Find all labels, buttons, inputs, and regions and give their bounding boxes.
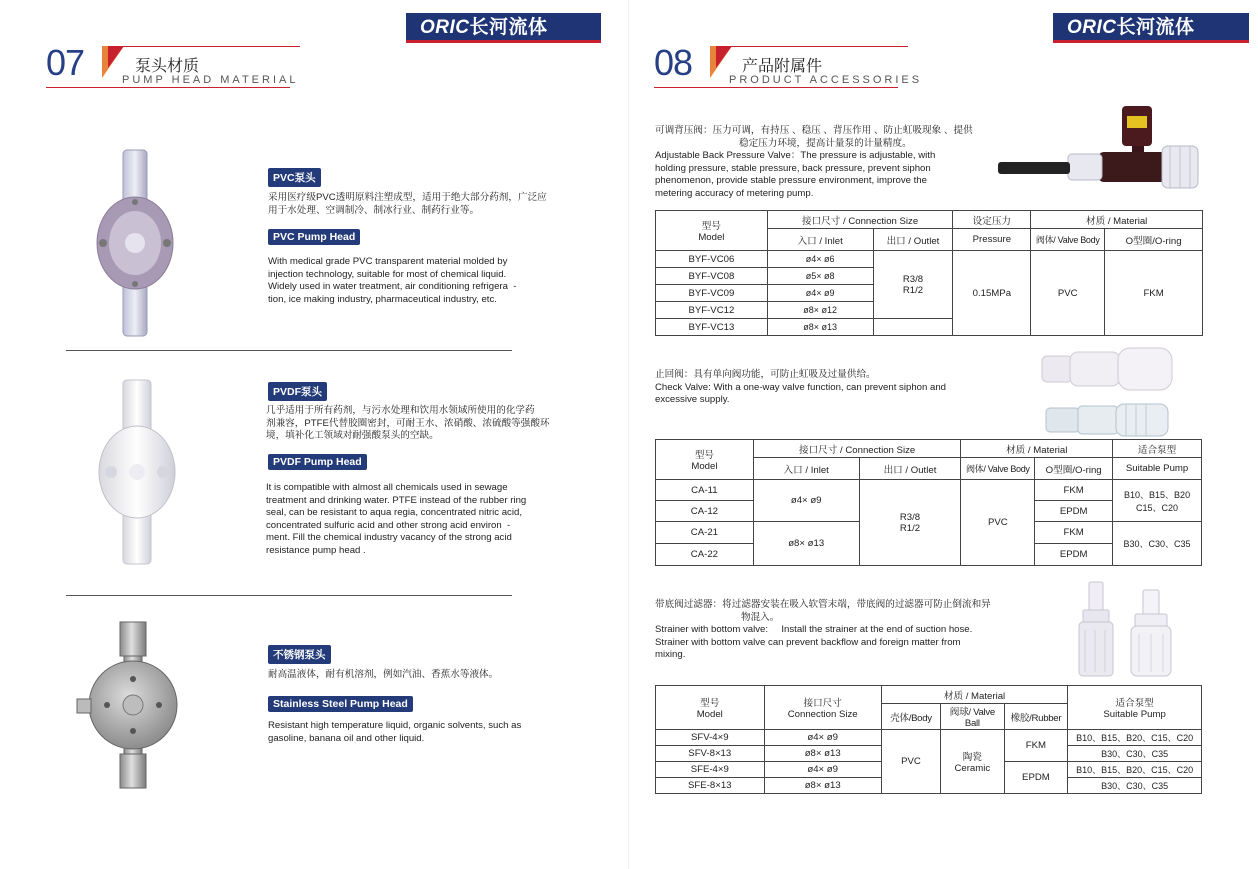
stainless-desc-cn bbox=[268, 669, 498, 682]
oring-cell: FKM bbox=[1035, 522, 1113, 544]
stainless-badge-en: Stainless Steel Pump Head bbox=[268, 696, 413, 712]
text-line: Adjustable Back Pressure Valve：The pressure is adjustable, with bbox=[655, 150, 936, 162]
pvc-pump-head-image bbox=[95, 150, 175, 336]
header-text: Model bbox=[696, 709, 723, 720]
header-inlet: 入口 / Inlet bbox=[753, 458, 859, 480]
header-text: Suitable Pump bbox=[1103, 709, 1166, 720]
model-cell: BYF-VC13 bbox=[656, 319, 768, 336]
header-body: 阀体/ Valve Body bbox=[961, 458, 1035, 480]
divider bbox=[66, 350, 512, 351]
header-text: 型号 bbox=[701, 221, 721, 232]
text-line: tion, ice making industry, pharmaceutical industry, etc. bbox=[268, 293, 497, 305]
section-rule bbox=[118, 46, 300, 47]
text-line: seal, can be resistant to aqua regia, concentrated nitric acid, bbox=[266, 507, 522, 519]
stainless-badge-cn: 不锈钢泵头 bbox=[268, 645, 331, 664]
pump-cell: B30、C30、C35 bbox=[1068, 746, 1202, 762]
brand-name-en: ORIC bbox=[420, 17, 470, 38]
header-text: Model bbox=[691, 461, 718, 472]
header-pressure-en: Pressure bbox=[953, 229, 1031, 251]
text-line: It is compatible with almost all chemicals used in sewage bbox=[266, 482, 508, 493]
text-line: 带底阀过滤器：将过滤器安装在吸入软管末端，带底阀的过滤器可防止倒流和异 bbox=[655, 599, 991, 610]
text-line: 几乎适用于所有药剂，与污水处理和饮用水领域所使用的化学药 bbox=[266, 405, 535, 416]
brand-logo bbox=[406, 13, 601, 43]
conn-cell: ø8× ø13 bbox=[764, 746, 881, 762]
header-material: 材质 / Material bbox=[961, 440, 1113, 458]
text-line: Widely used in water treatment, air conditioning refrigera - bbox=[268, 281, 517, 293]
outlet-cell bbox=[873, 251, 953, 319]
conn-cell: ø8× ø13 bbox=[764, 778, 881, 794]
text-line: injection technology, suitable for most of chemical liquid. bbox=[268, 268, 507, 280]
inlet-cell: ø5× ø8 bbox=[767, 268, 873, 285]
model-cell: BYF-VC06 bbox=[656, 251, 768, 268]
header-outlet: 出口 / Outlet bbox=[859, 458, 961, 480]
text-line: metering accuracy of metering pump. bbox=[655, 187, 814, 199]
model-cell: CA-22 bbox=[656, 544, 754, 566]
strainer-image bbox=[1075, 582, 1179, 680]
section-title-cn: 产品附属件 bbox=[742, 58, 823, 75]
header-text: Connection Size bbox=[787, 709, 858, 720]
inlet-cell: ø4× ø9 bbox=[753, 480, 859, 522]
valve-spec-table bbox=[655, 210, 1203, 336]
header-oring: O型圈/O-ring bbox=[1105, 229, 1203, 251]
pvdf-pump-head-image bbox=[97, 380, 177, 564]
section-title-cn: 泵头材质 bbox=[135, 58, 200, 75]
conn-cell: ø4× ø9 bbox=[764, 730, 881, 746]
section-underline bbox=[654, 87, 898, 88]
text-line: 可调背压阀：压力可调，有持压 、稳压 、背压作用 、防止虹吸现象 、提供 bbox=[655, 125, 973, 136]
pump-cell: B30、C30、C35 bbox=[1113, 522, 1202, 566]
outlet-empty-cell bbox=[873, 319, 953, 336]
header-text: 型号 bbox=[700, 698, 720, 709]
model-cell: BYF-VC12 bbox=[656, 302, 768, 319]
oring-cell: EPDM bbox=[1035, 544, 1113, 566]
text-line: Check Valve: With a one-way valve function, can prevent siphon and bbox=[655, 381, 946, 393]
model-cell: SFV-4×9 bbox=[656, 730, 765, 746]
stainless-pump-head-image bbox=[77, 622, 187, 788]
header-inlet: 入口 / Inlet bbox=[767, 229, 873, 251]
outlet-cell bbox=[859, 480, 961, 566]
text-line: holding pressure, stable pressure, back pressure, prevent siphon bbox=[655, 162, 931, 174]
model-cell: SFE-8×13 bbox=[656, 778, 765, 794]
outlet-text: R1/2 bbox=[902, 284, 924, 296]
body-cell: PVC bbox=[881, 730, 940, 794]
brand-name-en: ORIC bbox=[1067, 17, 1117, 38]
section-title-en: PUMP HEAD MATERIAL bbox=[122, 74, 299, 86]
ball-cell bbox=[941, 730, 1005, 794]
check-spec-table bbox=[655, 439, 1202, 566]
header-oring: O型圈/O-ring bbox=[1035, 458, 1113, 480]
header-pump-cn: 适合泵型 bbox=[1113, 440, 1202, 458]
brand-name-cn: 长河流体 bbox=[1116, 17, 1195, 38]
header-rubber: 橡胶/Rubber bbox=[1004, 704, 1068, 730]
text-line: phenomenon, provide stable pressure environment, improve the bbox=[655, 175, 927, 187]
section-title-en: PRODUCT ACCESSORIES bbox=[729, 74, 923, 86]
inlet-cell: ø4× ø6 bbox=[767, 251, 873, 268]
inlet-cell: ø8× ø12 bbox=[767, 302, 873, 319]
pvc-desc-en bbox=[268, 256, 516, 306]
text-line: resistance pump head . bbox=[266, 544, 366, 556]
oring-cell: FKM bbox=[1035, 480, 1113, 501]
header-pressure-cn: 设定压力 bbox=[953, 211, 1031, 229]
text-line: treatment and drinking water. PTFE instead of the rubber ring bbox=[266, 494, 527, 506]
divider bbox=[66, 595, 512, 596]
pvdf-badge-cn: PVDF泵头 bbox=[268, 382, 327, 401]
body-cell: PVC bbox=[1031, 251, 1105, 336]
text-line: 用于水处理、空调制冷、制冰行业、制药行业等。 bbox=[268, 204, 480, 216]
header-text: 型号 bbox=[694, 450, 714, 461]
rubber-cell: EPDM bbox=[1004, 762, 1068, 794]
pressure-cell: 0.15MPa bbox=[953, 251, 1031, 336]
text-line: 剂兼容，PTFE代替胶圈密封，可耐王水、浓硝酸、浓硫酸等强酸环 bbox=[266, 417, 550, 429]
header-outlet: 出口 / Outlet bbox=[873, 229, 953, 251]
header-ball: 阀球/ Valve Ball bbox=[941, 704, 1005, 730]
pump-cell: B30、C30、C35 bbox=[1068, 778, 1202, 794]
text-line: concentrated sulfuric acid and other strong acid environ - bbox=[266, 519, 511, 531]
pump-cell bbox=[1113, 480, 1202, 522]
inlet-cell: ø8× ø13 bbox=[767, 319, 873, 336]
oring-cell: FKM bbox=[1105, 251, 1203, 336]
outlet-text: R3/8 bbox=[902, 273, 924, 285]
pvc-desc-cn bbox=[268, 192, 547, 217]
inlet-cell: ø8× ø13 bbox=[753, 522, 859, 566]
text-line: 耐高温液体，耐有机溶剂，例如汽油、香蕉水等液体。 bbox=[268, 669, 499, 680]
text-line: 境，填补化工领域对耐强酸泵头的空缺。 bbox=[266, 430, 439, 442]
pvc-badge-en: PVC Pump Head bbox=[268, 229, 360, 245]
stainless-desc-en bbox=[268, 720, 521, 745]
check-desc bbox=[655, 369, 946, 407]
model-cell: BYF-VC08 bbox=[656, 268, 768, 285]
pump-cell: B10、B15、B20、C15、C20 bbox=[1068, 762, 1202, 778]
section-number: 07 bbox=[46, 42, 85, 83]
header-body: 阀体/ Valve Body bbox=[1031, 229, 1105, 251]
inlet-cell: ø4× ø9 bbox=[767, 285, 873, 302]
header-text: 接口尺寸 bbox=[803, 698, 842, 709]
header-connection: 接口尺寸 / Connection Size bbox=[767, 211, 953, 229]
header-pump-en: Suitable Pump bbox=[1113, 458, 1202, 480]
pump-cell: B10、B15、B20、C15、C20 bbox=[1068, 730, 1202, 746]
pump-text: B10、B15、B20 bbox=[1124, 489, 1191, 500]
section-number: 08 bbox=[654, 42, 693, 83]
text-line: With medical grade PVC transparent material molded by bbox=[268, 256, 508, 267]
section-underline bbox=[46, 87, 290, 88]
text-line: 采用医疗级PVC透明原料注塑成型，适用于绝大部分药剂，广泛应 bbox=[268, 192, 547, 203]
model-cell: CA-12 bbox=[656, 501, 754, 522]
header-connection bbox=[764, 686, 881, 730]
text-line: 稳定压力环境，提高计量泵的计量精度。 bbox=[739, 137, 912, 149]
body-cell: PVC bbox=[961, 480, 1035, 566]
pvdf-desc-cn bbox=[266, 405, 550, 443]
brand-logo bbox=[1053, 13, 1249, 43]
text-line: Resistant high temperature liquid, organic solvents, such as bbox=[268, 720, 522, 731]
header-model bbox=[656, 686, 765, 730]
model-cell: SFE-4×9 bbox=[656, 762, 765, 778]
text-line: Strainer with bottom valve: Install the strainer at the end of suction hose. bbox=[655, 624, 973, 636]
header-model bbox=[656, 211, 768, 251]
text-line: mixing. bbox=[655, 649, 686, 661]
text-line: 止回阀：具有单向阀功能，可防止虹吸及过量供给。 bbox=[655, 369, 876, 380]
oring-cell: EPDM bbox=[1035, 501, 1113, 522]
header-material: 材质 / Material bbox=[881, 686, 1067, 704]
pvdf-badge-en: PVDF Pump Head bbox=[268, 454, 367, 470]
header-model bbox=[656, 440, 754, 480]
text-line: gasoline, banana oil and other liquid. bbox=[268, 732, 425, 744]
model-cell: BYF-VC09 bbox=[656, 285, 768, 302]
header-pump bbox=[1068, 686, 1202, 730]
pvc-badge-cn: PVC泵头 bbox=[268, 168, 321, 187]
ball-text: Ceramic bbox=[954, 763, 991, 774]
rubber-cell: FKM bbox=[1004, 730, 1068, 762]
conn-cell: ø4× ø9 bbox=[764, 762, 881, 778]
right-page bbox=[629, 0, 1258, 869]
text-line: 物混入。 bbox=[741, 611, 780, 623]
section-rule bbox=[726, 46, 908, 47]
ball-text: 陶瓷 bbox=[962, 752, 982, 763]
brand-name-cn: 长河流体 bbox=[469, 17, 548, 38]
header-body: 壳体/Body bbox=[881, 704, 940, 730]
pump-text: C15、C20 bbox=[1136, 502, 1179, 513]
pvdf-desc-en bbox=[266, 482, 526, 558]
check-valve-image bbox=[1042, 348, 1174, 436]
text-line: ment. Fill the chemical industry vacancy of the strong acid bbox=[266, 532, 512, 544]
header-text: 适合泵型 bbox=[1115, 698, 1154, 709]
valve-desc bbox=[655, 125, 973, 201]
header-material: 材质 / Material bbox=[1031, 211, 1203, 229]
back-pressure-valve-image bbox=[998, 106, 1202, 198]
outlet-text: R1/2 bbox=[899, 522, 921, 534]
text-line: Strainer with bottom valve can prevent backflow and foreign matter from bbox=[655, 636, 961, 648]
text-line: excessive supply. bbox=[655, 394, 730, 406]
strainer-spec-table bbox=[655, 685, 1202, 794]
model-cell: CA-21 bbox=[656, 522, 754, 544]
model-cell: SFV-8×13 bbox=[656, 746, 765, 762]
header-text: Model bbox=[698, 232, 725, 243]
model-cell: CA-11 bbox=[656, 480, 754, 501]
strainer-desc bbox=[655, 599, 991, 662]
header-connection: 接口尺寸 / Connection Size bbox=[753, 440, 961, 458]
outlet-text: R3/8 bbox=[899, 511, 921, 523]
